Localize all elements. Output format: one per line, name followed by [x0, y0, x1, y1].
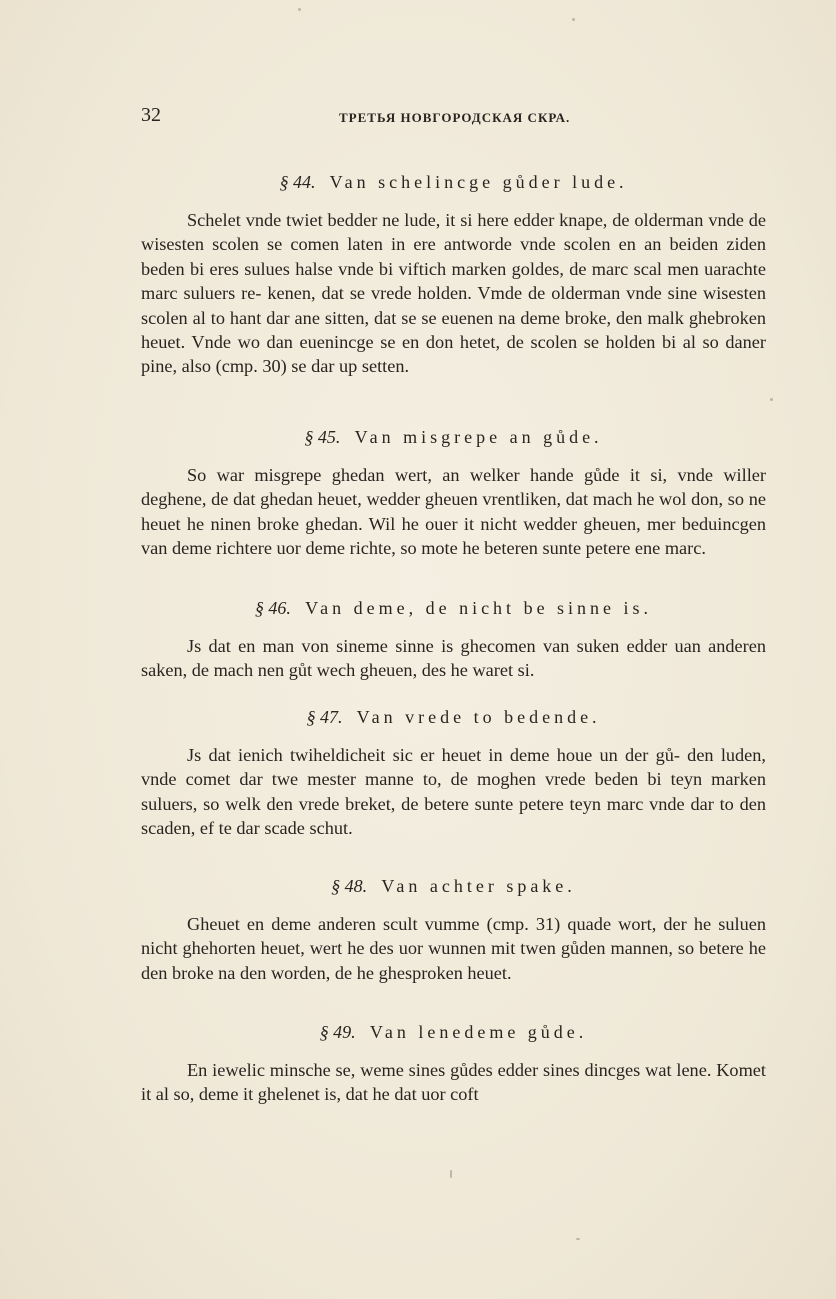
section-heading: [141, 596, 766, 620]
section-title: Van schelincge gůder lude.: [329, 172, 628, 192]
section-body: [141, 634, 766, 683]
paragraph: Js dat en man von sineme sinne is ghecomen van suken edder uan anderen saken, de mach nen gůt wech gheuen, des he waret si.: [141, 636, 766, 681]
section-45: [141, 425, 766, 561]
section-body: [141, 208, 766, 379]
section-44: [141, 170, 766, 379]
section-48: [141, 874, 766, 985]
paper-speck: [450, 1170, 452, 1178]
paragraph: Schelet vnde twiet bedder ne lude, it si here edder knape, de olderman vnde de wisesten scolen se comen laten in ere antworde vnde scolen en an beiden ziden beden bi eres sulues halse vnde bi viftich marken goldes, de marc scal men uarachte marc suluers re- kenen, dat se vrede holden. Vmde de olderman vnde sine wisesten scolen al to hant dar ane sitten, dat se se euenen na deme broke, den malk ghebroken heuet. Vnde wo dan euenincge se en don hetet, de scolen se holden bi al so daner pine, also (cmp. 30) se dar up setten.: [141, 210, 766, 377]
section-46: [141, 596, 766, 683]
section-body: [141, 463, 766, 561]
section-number: § 45.: [304, 427, 341, 447]
section-title: Van lenedeme gůde.: [369, 1022, 588, 1042]
section-heading: [141, 1020, 766, 1044]
section-number: § 47.: [306, 707, 343, 727]
section-heading: [141, 425, 766, 449]
paragraph: Gheuet en deme anderen scult vumme (cmp. 31) quade wort, der he suluen nicht ghehorten heuet, wert he des uor wunnen mit twen gůden mannen, so betere he den broke na den worden, de he ghesproken heuet.: [141, 914, 766, 983]
paper-speck: [770, 398, 773, 401]
section-47: [141, 705, 766, 841]
section-title: Van misgrepe an gůde.: [354, 427, 603, 447]
section-heading: [141, 705, 766, 729]
section-number: § 48.: [331, 876, 368, 896]
section-number: § 49.: [319, 1022, 356, 1042]
paper-speck: [576, 1238, 580, 1240]
paper-speck: [572, 18, 575, 21]
paper-speck: [298, 8, 301, 11]
paragraph: So war misgrepe ghedan wert, an welker hande gůde it si, vnde willer deghene, de dat ghedan heuet, wedder gheuen vrentliken, dat mach he wol don, so ne heuet he ninen broke ghedan. Wil he ouer it nicht wedder gheuen, mer beduincgen van deme richtere uor deme richte, so mote he beteren sunte petere ene marc.: [141, 465, 766, 559]
page-number: 32: [141, 104, 161, 126]
section-heading: [141, 170, 766, 194]
section-title: Van achter spake.: [381, 876, 576, 896]
section-title: Van vrede to bedende.: [356, 707, 601, 727]
section-number: § 44.: [279, 172, 316, 192]
page-header: [141, 104, 716, 128]
section-49: [141, 1020, 766, 1107]
section-body: [141, 743, 766, 841]
section-body: [141, 1058, 766, 1107]
section-title: Van deme, de nicht be sinne is.: [305, 598, 653, 618]
paragraph: Js dat ienich twiheldicheit sic er heuet in deme houe un der gů- den luden, vnde comet dar twe mester manne to, de moghen vrede beden bi teyn marken suluers, so welk den vrede breket, de betere sunte petere teyn marc vnde dar to den scaden, ef te dar scade schut.: [141, 745, 766, 839]
section-heading: [141, 874, 766, 898]
section-number: § 46.: [254, 598, 291, 618]
paragraph: En iewelic minsche se, weme sines gůdes edder sines dincges wat lene. Komet it al so, deme it ghelenet is, dat he dat uor coft: [141, 1060, 766, 1105]
running-head: ТРЕТЬЯ НОВГОРОДСКАЯ СКРА.: [339, 110, 571, 125]
section-body: [141, 912, 766, 985]
